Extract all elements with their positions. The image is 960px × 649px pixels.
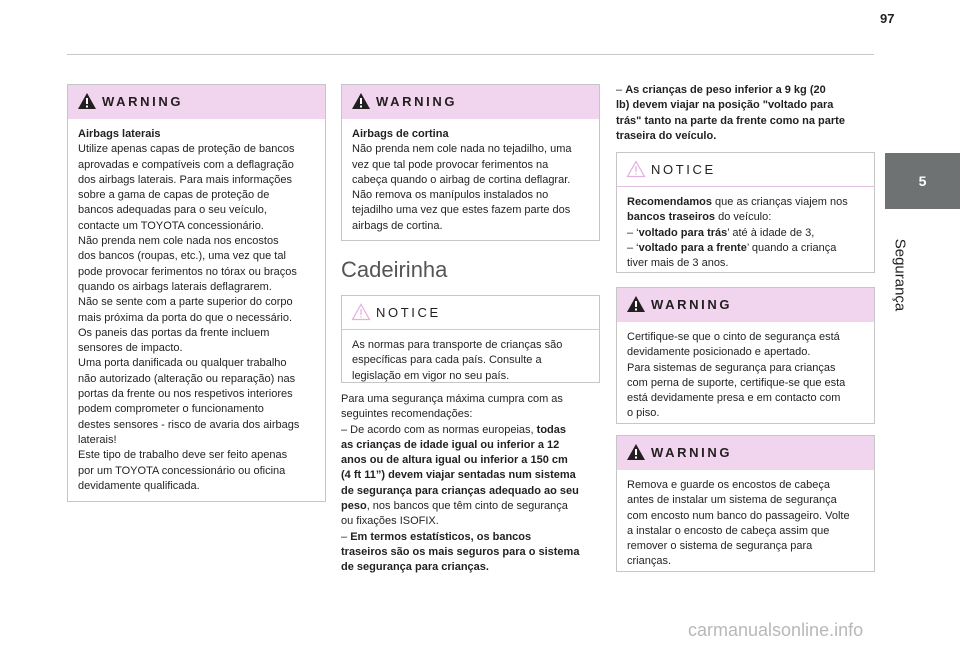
warning-line: portas da frente ou nos respetivos interiores <box>78 388 293 401</box>
notice-bold: voltado para trás <box>638 226 728 239</box>
notice-part: – ‘ <box>627 241 639 254</box>
warning-header <box>342 85 599 119</box>
chapter-label-container <box>880 220 920 330</box>
warning-line: laterais! <box>78 433 117 446</box>
warning-box-seat-belt <box>616 287 875 424</box>
notice-bold: bancos traseiros <box>627 211 716 224</box>
intro-line-bold: As crianças de peso inferior a 9 kg (20 <box>625 84 826 96</box>
warning-body <box>68 119 325 502</box>
warning-line: por um TOYOTA concessionário ou oficina <box>78 464 286 477</box>
warning-heading: Airbags de cortina <box>352 128 449 140</box>
recommendations-text <box>341 392 606 576</box>
warning-line: contacte um TOYOTA concessionário. <box>78 219 264 232</box>
notice-part: – ‘ <box>627 226 639 239</box>
notice-header <box>617 153 874 187</box>
body-line-bold: de segurança para crianças adequado ao seu <box>341 484 579 497</box>
intro-line-bold: traseira do veículo. <box>616 129 717 142</box>
notice-bold: Recomendamos <box>627 196 712 208</box>
warning-line: Uma porta danificada ou qualquer trabalho <box>78 357 287 370</box>
body-line: seguintes recomendações: <box>341 408 473 421</box>
warning-header <box>617 436 874 470</box>
rear-facing-text <box>616 83 878 144</box>
notice-part: que as crianças viajem nos <box>711 196 848 208</box>
body-line-bold: de segurança para crianças. <box>341 561 489 574</box>
warning-line: cabeça quando o airbag de cortina deflagrar. <box>352 173 571 186</box>
notice-bold: voltado para a frente <box>638 241 747 254</box>
body-line: Para uma segurança máxima cumpra com as <box>341 393 563 405</box>
warning-body <box>342 119 599 242</box>
warning-title: WARNING <box>376 94 458 109</box>
warning-line: com encosto num banco do passageiro. Volte <box>627 509 850 522</box>
warning-line: Não prenda nem cole nada no tejadilho, uma <box>352 143 572 156</box>
warning-box-curtain-airbags <box>341 84 600 241</box>
warning-line: crianças. <box>627 555 672 568</box>
warning-line: bancos adequadas para o seu veículo, <box>78 204 267 217</box>
notice-part: ’ quando a criança <box>746 241 837 254</box>
warning-line: Para sistemas de segurança para crianças <box>627 361 836 374</box>
warning-triangle-icon <box>351 92 371 110</box>
warning-heading: Airbags laterais <box>78 128 161 140</box>
header-divider <box>67 54 874 55</box>
chapter-tab[interactable]: 5 <box>885 153 960 209</box>
warning-line: com perna de suporte, certifique-se que esta <box>627 376 846 389</box>
warning-line: antes de instalar um sistema de segurança <box>627 494 837 507</box>
warning-title: WARNING <box>651 445 733 460</box>
warning-line: mais próxima da porta do que o necessário. <box>78 311 293 324</box>
warning-line: aprovadas e compatíveis com a deflagração <box>78 158 294 171</box>
notice-line: legislação em vigor no seu país. <box>352 369 510 382</box>
intro-line-bold: lb) devem viajar na posição "voltado para <box>616 99 834 112</box>
warning-line: quando os airbags laterais deflagrarem. <box>78 280 272 293</box>
warning-line: Não remova os manípulos instalados no <box>352 189 549 202</box>
body-line-bold: anos ou de altura igual ou inferior a 150 cm <box>341 454 568 467</box>
warning-line: Este tipo de trabalho deve ser feito apenas <box>78 449 288 462</box>
body-line-bold: Em termos estatísticos, os bancos <box>350 530 532 543</box>
notice-part: ’ até à idade de 3, <box>727 226 815 239</box>
notice-title: NOTICE <box>651 162 716 177</box>
warning-triangle-icon <box>626 443 646 461</box>
warning-title: WARNING <box>651 297 733 312</box>
body-line-part: , nos bancos que têm cinto de segurança <box>366 500 568 513</box>
warning-line: destes sensores - risco de avaria dos airbags <box>78 418 300 431</box>
warning-line: podem comprometer o funcionamento <box>78 403 264 416</box>
warning-line: está devidamente presa e em contacto com <box>627 392 841 405</box>
notice-title: NOTICE <box>376 305 441 320</box>
warning-triangle-icon <box>626 295 646 313</box>
warning-header <box>617 288 874 322</box>
body-line-bold: as crianças de idade igual ou inferior a 12 <box>341 438 560 451</box>
warning-box-side-airbags <box>67 84 326 502</box>
notice-body <box>342 330 599 392</box>
warning-line: a instalar o encosto de cabeça assim que <box>627 524 830 537</box>
watermark: carmanualsonline.info <box>688 620 864 640</box>
notice-triangle-icon <box>626 160 646 178</box>
chapter-label: Segurança <box>891 238 909 312</box>
section-title: Cadeirinha <box>341 257 448 282</box>
body-line-part: – De acordo com as normas europeias, <box>341 423 537 436</box>
notice-triangle-icon <box>351 303 371 321</box>
notice-header <box>342 296 599 330</box>
warning-triangle-icon <box>77 92 97 110</box>
notice-line: As normas para transporte de crianças são <box>352 339 563 351</box>
warning-line: remover o sistema de segurança para <box>627 540 813 553</box>
warning-line: devidamente qualificada. <box>78 479 200 492</box>
warning-line: o piso. <box>627 407 660 420</box>
warning-line: dos bancos (roupas, etc.), uma vez que tal <box>78 250 286 263</box>
notice-part: do veículo: <box>715 211 772 224</box>
body-line-bold: traseiros são os mais seguros para o sistema <box>341 545 580 558</box>
warning-line: Os paneis das portas da frente incluem <box>78 326 270 339</box>
warning-line: não autorizado (alteração ou reparação) nas <box>78 372 296 385</box>
warning-line: Certifique-se que o cinto de segurança está <box>627 331 840 343</box>
warning-line: Utilize apenas capas de proteção de bancos <box>78 143 295 156</box>
warning-line: vez que tal pode provocar ferimentos na <box>352 158 549 171</box>
intro-line-bold: trás" tanto na parte da frente como na parte <box>616 114 845 127</box>
body-line-bold: todas <box>536 423 566 436</box>
warning-line: sensores de impacto. <box>78 342 183 355</box>
body-line-bold: peso <box>341 500 367 513</box>
warning-body <box>617 322 874 430</box>
warning-line: Não se sente com a parte superior do corpo <box>78 296 293 309</box>
notice-box-country-rules <box>341 295 600 383</box>
warning-line: airbags de cortina. <box>352 219 443 232</box>
warning-line: Remova e guarde os encostos de cabeça <box>627 479 831 491</box>
warning-title: WARNING <box>102 94 184 109</box>
warning-body <box>617 470 874 578</box>
warning-line: pode provocar ferimentos no tórax ou braços <box>78 265 297 278</box>
warning-line: dos airbags laterais. Para mais informações <box>78 173 292 186</box>
body-line-part: – <box>341 530 351 543</box>
warning-header <box>68 85 325 119</box>
body-line: ou fixações ISOFIX. <box>341 515 439 528</box>
warning-line: sobre a gama de capas de proteção de <box>78 189 270 202</box>
warning-line: tejadilho uma vez que estes fazem parte dos <box>352 204 571 217</box>
notice-box-rear-seats <box>616 152 875 273</box>
body-line-bold: (4 ft 11”) devem viajar sentadas num sistema <box>341 469 576 482</box>
notice-line: tiver mais de 3 anos. <box>627 257 729 270</box>
warning-line: Não prenda nem cole nada nos encostos <box>78 235 279 248</box>
intro-line-part: – <box>616 84 626 96</box>
notice-line: específicas para cada país. Consulte a <box>352 354 542 367</box>
warning-line: devidamente posicionado e apertado. <box>627 346 811 359</box>
page-number: 97 <box>880 11 895 26</box>
notice-body <box>617 187 874 279</box>
warning-box-head-restraints <box>616 435 875 572</box>
